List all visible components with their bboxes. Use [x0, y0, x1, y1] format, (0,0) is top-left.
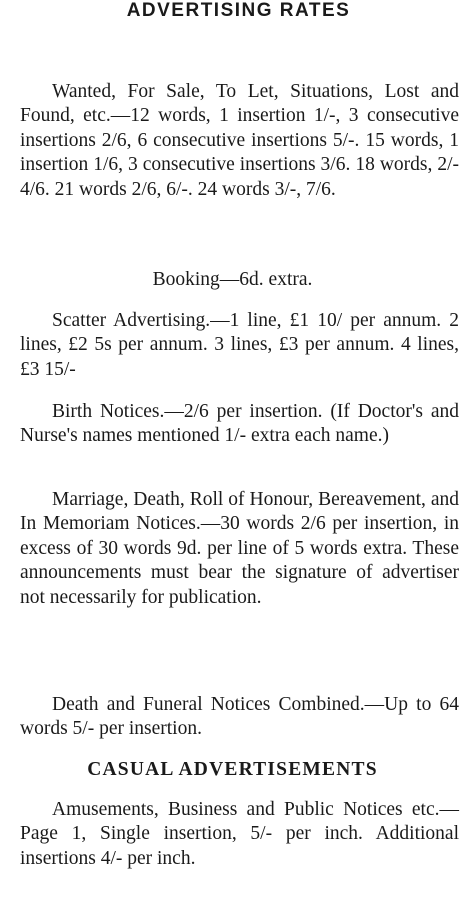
funeral-notices-paragraph: Death and Funeral Notices Combined.—Up to 64 words 5/- per insertion. — [20, 694, 459, 740]
birth-notices-paragraph: Birth Notices.—2/6 per insertion. (If Doctor's and Nurse's names mentioned 1/- extra each name.) — [20, 401, 459, 447]
page-title: ADVERTISING RATES — [126, 0, 351, 21]
casual-advertisements-paragraph: Amusements, Business and Public Notices etc.—Page 1, Single insertion, 5/- per inch. Additional insertions 4/- per inch. — [20, 799, 459, 869]
marriage-death-notices-paragraph: Marriage, Death, Roll of Honour, Bereavement, and In Memoriam Notices.—30 words 2/6 per insertion, in excess of 30 words 9d. per line of 5 words extra. These announcements must bear the signature of advertiser not necessarily for publication. — [20, 489, 459, 608]
casual-advertisements-heading: CASUAL ADVERTISEMENTS — [87, 759, 378, 780]
booking-note: Booking—6d. extra. — [152, 269, 313, 290]
scatter-advertising-paragraph: Scatter Advertising.—1 line, £1 10/ per annum. 2 lines, £2 5s per annum. 3 lines, £3 per annum. 4 lines, £3 15/- — [20, 310, 459, 380]
classified-rates-paragraph: Wanted, For Sale, To Let, Situations, Lost and Found, etc.—12 words, 1 insertion 1/-, 3 consecutive insertions 2/6, 6 consecutive insertions 5/-. 15 words, 1 insertion 1/6, 3 consecutive insertions 3/6. 18 words, 2/- 4/6. 21 words 2/6, 6/-. 24 words 3/-, 7/6. — [20, 81, 459, 200]
